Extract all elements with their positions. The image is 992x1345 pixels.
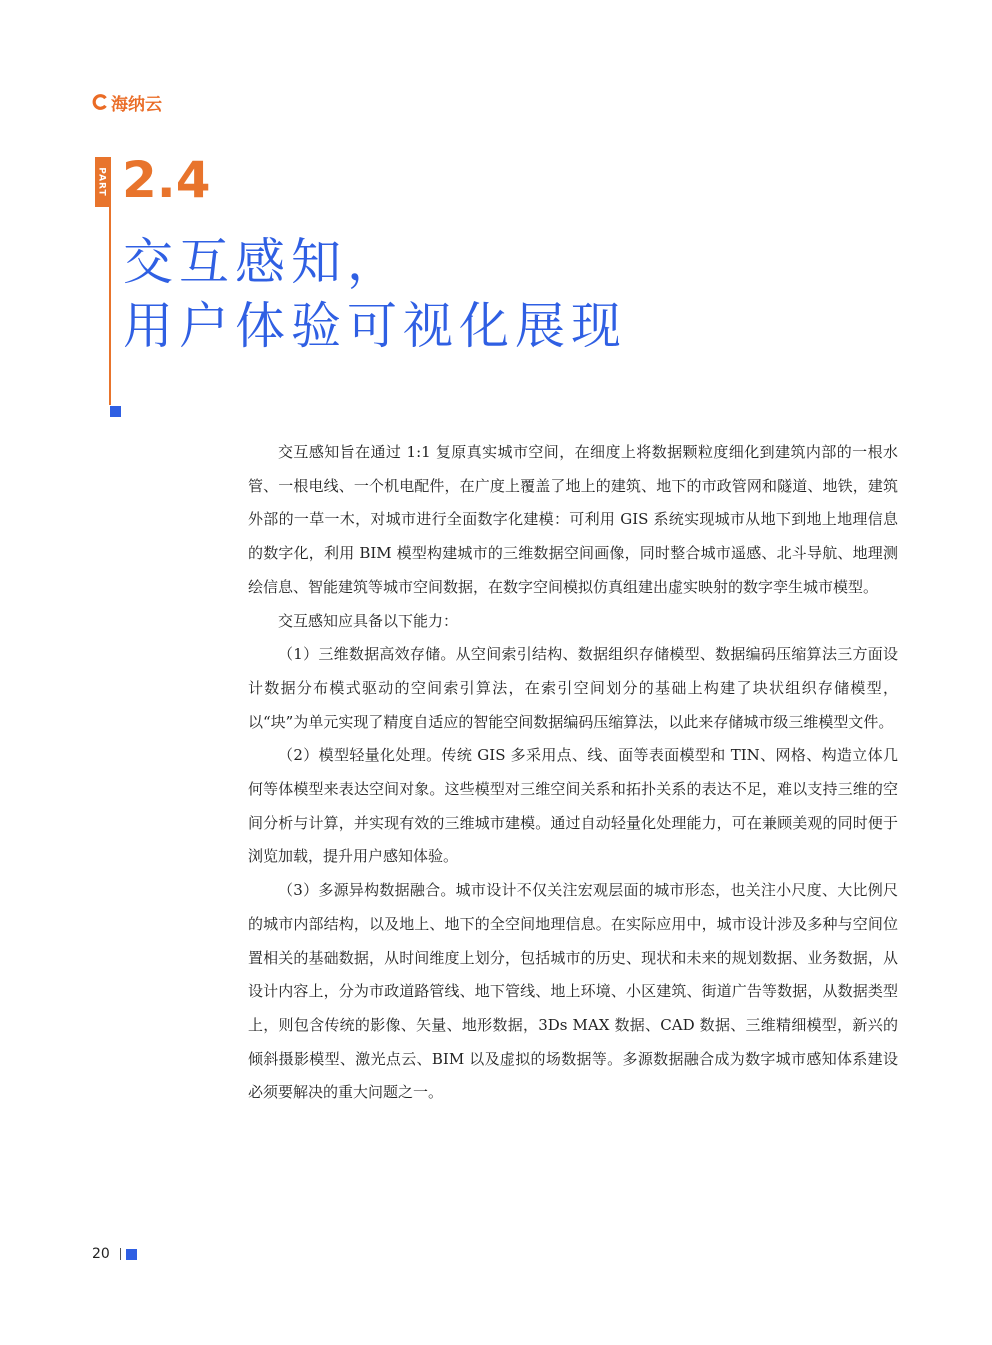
brand-c-icon (92, 94, 108, 110)
part-label: PART (97, 167, 107, 197)
section-number: 2.4 (122, 151, 211, 209)
paragraph-intro: 交互感知旨在通过 1:1 复原真实城市空间，在细度上将数据颗粒度细化到建筑内部的一根水管、一根电线、一个机电配件，在广度上覆盖了地上的建筑、地下的市政管网和隧道、地铁，建筑外部的一草一木，对城市进行全面数字化建模：可利用 GIS 系统实现城市从地下到地上地理信息的数字化，利用 BIM 模型构建城市的三维数据空间画像，同时整合城市遥感、北斗导航、地理测绘信息、智能建筑等城市空间数据，在数字空间模拟仿真组建出虚实映射的数字孪生城市模型。 (248, 443, 898, 596)
section-title (123, 230, 627, 358)
paragraph-capability-3: （3）多源异构数据融合。城市设计不仅关注宏观层面的城市形态，也关注小尺度、大比例尺的城市内部结构，以及地上、地下的全空间地理信息。在实际应用中，城市设计涉及多种与空间位置相关的基础数据，从时间维度上划分，包括城市的历史、现状和未来的规划数据、业务数据，从设计内容上，分为市政道路管线、地下管线、地上环境、小区建筑、街道广告等数据，从数据类型上，则包含传统的影像、矢量、地形数据，3Ds MAX 数据、CAD 数据、三维精细模型，新兴的倾斜摄影模型、激光点云、BIM 以及虚拟的场数据等。多源数据融合成为数字城市感知体系建设必须要解决的重大问题之一。 (248, 881, 898, 1102)
paragraph-capability-2: （2）模型轻量化处理。传统 GIS 多采用点、线、面等表面模型和 TIN、网格、构造立体几何等体模型来表达空间对象。这些模型对三维空间关系和拓扑关系的表达不足，难以支持三维的空间分析与计算，并实现有效的三维城市建模。通过自动轻量化处理能力，可在兼顾美观的同时便于浏览加载，提升用户感知体验。 (248, 746, 898, 866)
footer-square (126, 1249, 137, 1260)
section-accent-line (109, 157, 111, 405)
brand-logo (92, 90, 162, 114)
paragraph-capabilities-lead: 交互感知应具备以下能力： (278, 611, 459, 630)
section-title-line2: 用户体验可视化展现 (123, 297, 627, 355)
footer-divider (120, 1248, 121, 1260)
paragraph-capability-1: （1）三维数据高效存储。从空间索引结构、数据组织存储模型、数据编码压缩算法三方面设计数据分布模式驱动的空间索引算法，在索引空间划分的基础上构建了块状组织存储模型，以“块”为单元实现了精度自适应的智能空间数据编码压缩算法，以此来存储城市级三维模型文件。 (248, 645, 898, 731)
part-tab (95, 157, 109, 207)
page-number: 20 (92, 1246, 110, 1262)
body-text (248, 436, 898, 1110)
brand-name: 海纳云 (111, 94, 162, 115)
page-footer (92, 1245, 137, 1263)
section-accent-square (110, 406, 121, 417)
section-title-line1: 交互感知， (123, 233, 403, 291)
